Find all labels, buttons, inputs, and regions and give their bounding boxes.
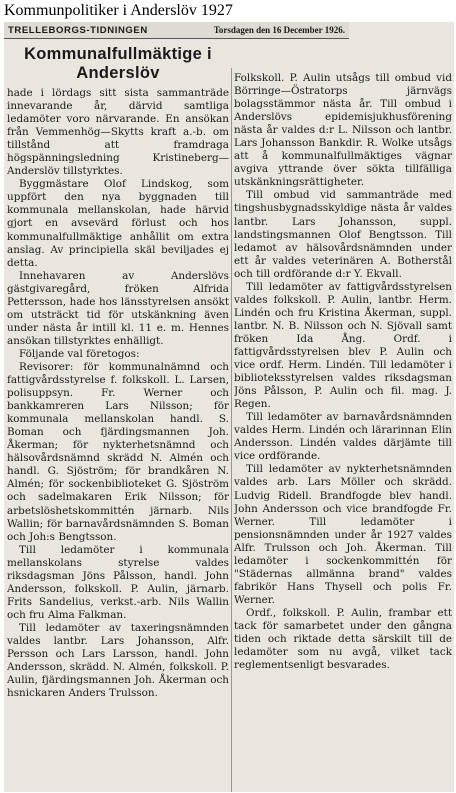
paragraph: hade i lördags sitt sista sammanträde innevarande år, därvid samtliga ledamöter voro närvarande. En ansökan från Vemmenhög—Skytts kraft a.-b. om tillstånd att framdraga högspänningsledning Kristineberg—Anderslöv tillstyrktes. <box>7 87 229 178</box>
paragraph: Revisorer: för kommunalnämnd och fattigvårdsstyrelse f. folkskoll. L. Larsen, polisuppsyn. Fr. Werner och bankkamreren Lars Nilsson; för kommunala mellanskolan handl. S. Boman och fjärdingsmannen Joh. Åkerman; för nykterhetsnämnd och hälsovårdsnämnd skrädd N. Almén och handl. G. Sjöström; för brandkåren N. Almén; för sockenbiblioteket G. Sjöström och sadelmakaren Erik Nilsson; för arbetslöshetskommittén järnarb. Nils Wallin; för barnavårdsnämnden S. Boman och Joh:s Bengtsson. <box>7 360 229 543</box>
paragraph: Till ombud vid sammanträde med tingshusbygnadsskyldige nästa år valdes lantbr. Lars Johansson, suppl. landstingsmannen Olof Bengtsson. Till ledamot av hälsovårdsnämnden under ett år valdes veterinären A. Botherstål och till ordförande d:r Y. Ekvall. <box>234 189 452 280</box>
paragraph: Till ledamöter av barnavårdsnämnden valdes Herm. Lindén och lärarinnan Elin Andersson. Lindén valdes därjämte till vice ordförande. <box>234 411 452 463</box>
paragraph: Följande val företogos: <box>19 347 140 360</box>
article-column-left <box>7 44 229 792</box>
headline-line-1: Kommunalfullmäktige i <box>24 45 212 63</box>
paragraph: Till ledamöter av fattigvårdsstyrelsen valdes folkskoll. P. Aulin, lantbr. Herm. Lindén och fru Kristina Åkerman, suppl. lantbr. N. B. Nilsson och N. Sjövall samt fröken Ida Ång. Ordf. i fattigvårdsstyrelsen blev P. Aulin och vice ordf. Herm. Lindén. Till ledamöter i biblioteksstyrelsen valdes riksdagsman Jöns Pålsson, P. Aulin och fil. mag. J. Regen. <box>234 280 452 411</box>
headline-line-2: Anderslöv <box>76 64 160 82</box>
page-title: Kommunpolitiker i Anderslöv 1927 <box>4 2 233 19</box>
paragraph: Till ledamöter av nykterhetsnämnden valdes arb. Lars Möller och skrädd. Ludvig Ridell. Brandfogde blev handl. John Andersson och vice brandfogde Fr. Werner. Till ledamöter i pensionsnämnden under år 1927 valdes Alfr. Trulsson och Joh. Åkerman. Till ledamöter i sockenkommittén för "Städernas allmänna brand" valdes fabrikör Hans Thysell och polis Fr. Werner. <box>234 463 452 606</box>
paragraph: Till ledamöter i kommunala mellanskolans styrelse valdes riksdagsman Jöns Pålsson, handl. John Andersson, folkskoll. P. Aulin, järnarb. Frits Sandelius, verkst.-arb. Nils Wallin och fru Alma Falkman. <box>7 543 229 621</box>
paragraph: Folkskoll. P. Aulin utsågs till ombud vid Börringe—Östratorps järnvägs bolagsstämmor nästa år. Till ombud i Anderslövs epidemisjukhusförening nästa år valdes d:r L. Nilsson och lantbr. Lars Johansson Bankdir. R. Wolke utsågs att å kommunalfullmäktiges vägnar avgiva yttrande över sökta tillfälliga utskänkningsrättigheter. <box>234 72 452 189</box>
paragraph: Byggmästare Olof Lindskog, som uppfört den nya byggnaden till kommunala mellanskolan, hade härvid gjort en avsevärd förlust och hos kommunalfullmäktige anhållit om extra anslag. Av principiella skäl beviljades ej detta. <box>7 178 229 269</box>
paragraph: Ordf., folkskoll. P. Aulin, frambar ett tack för samarbetet under den gångna tiden och riktade detta särskilt till de ledamöter som nu avgå, vilket tack reglementsenligt besvarades. <box>234 606 452 672</box>
column-divider <box>231 68 232 792</box>
paragraph: Till ledamöter av taxeringsnämnden valdes lantbr. Lars Johansson, Alfr. Persson och Lars Larsson, handl. John Andersson, skrädd. N. Almén, folkskoll. P. Aulin, fjärdingsmannen Joh. Åkerman och hsnickaren Anders Trulsson. <box>7 621 229 700</box>
article-column-right <box>234 72 452 792</box>
publication-date: Torsdagen den 16 December 1926. <box>213 25 345 35</box>
newspaper-clipping <box>4 22 454 792</box>
newspaper-masthead <box>4 22 349 39</box>
article-headline <box>7 45 229 83</box>
paragraph: Innehavaren av Anderslövs gästgivaregård, fröken Alfrida Pettersson, hade hos länsstyrelsen ansökt om utsträckt tid för utskänkning även under nästa år intill kl. 11 e. m. Hennes ansökan tillstyrktes enhälligt. <box>7 269 229 347</box>
newspaper-name: TRELLEBORGS-TIDNINGEN <box>8 24 148 36</box>
